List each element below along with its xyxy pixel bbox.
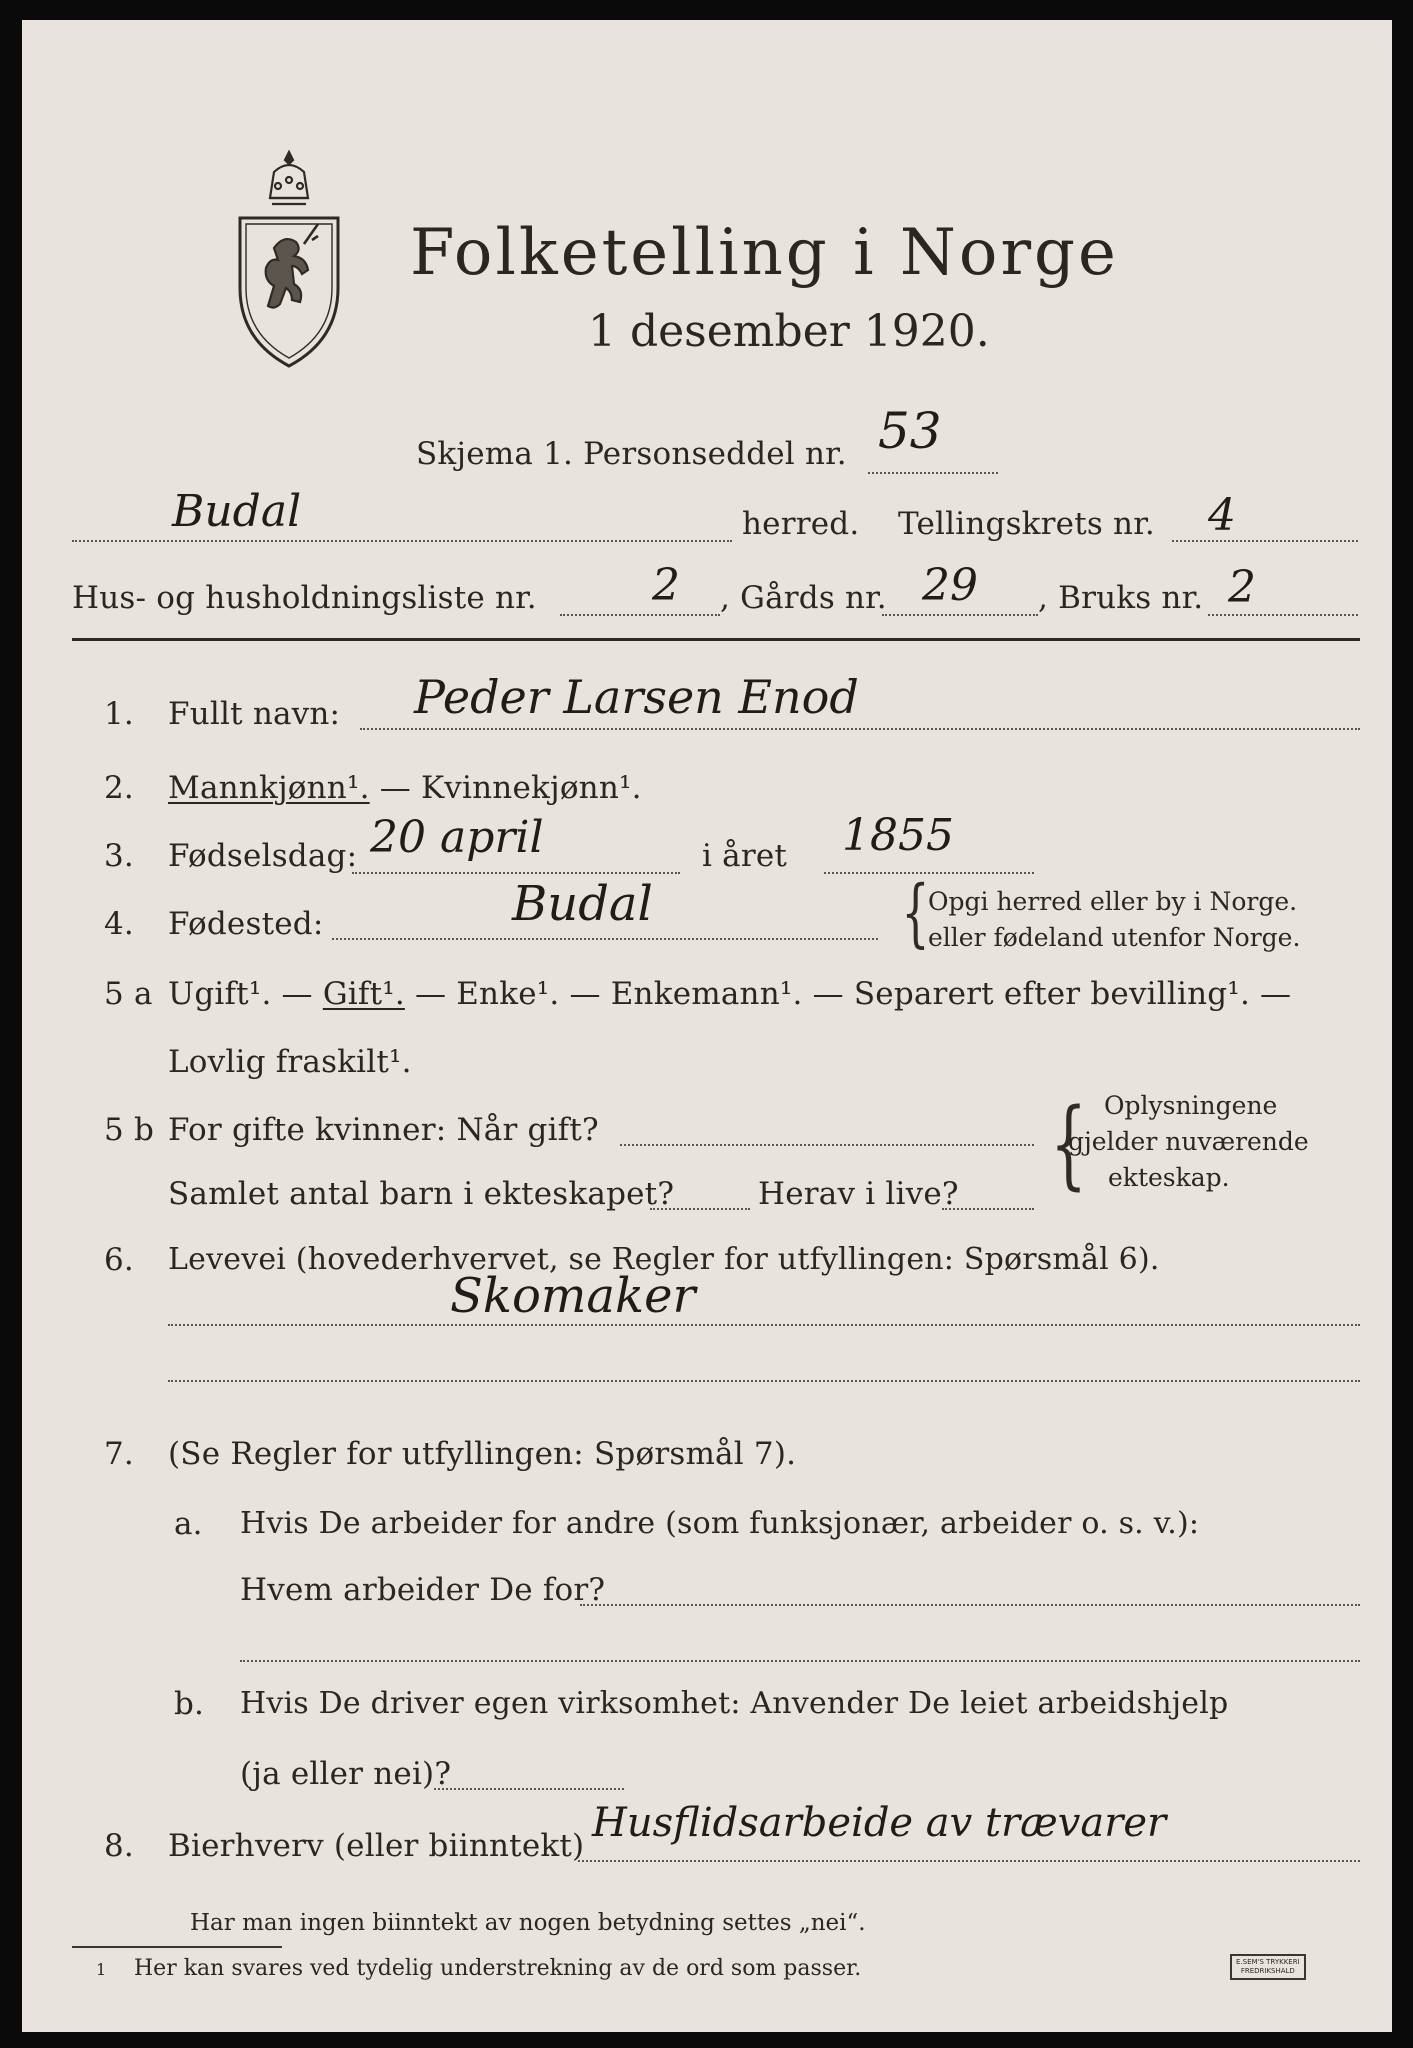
q7a-letter: a.	[174, 1506, 203, 1542]
occupation-value[interactable]: Skomaker	[450, 1268, 696, 1324]
birthday-value[interactable]: 20 april	[370, 812, 544, 863]
herred-label: herred.	[742, 506, 860, 542]
q6-label: Levevei (hovederhvervet, se Regler for utfyllingen: Spørsmål 6).	[168, 1242, 1160, 1277]
herred-value[interactable]: Budal	[172, 486, 302, 537]
personseddel-value[interactable]: 53	[878, 402, 942, 460]
q4-side-note-2: eller fødeland utenfor Norge.	[928, 923, 1301, 952]
barn-line	[650, 1208, 750, 1210]
aaret-label: i året	[702, 838, 788, 874]
q5b-side-note-2: gjelder nuværende	[1068, 1127, 1309, 1156]
gards-line	[882, 614, 1038, 616]
q6-line-1	[168, 1324, 1360, 1326]
birth-year-value[interactable]: 1855	[842, 810, 954, 861]
q5a-options: Ugift¹. — Gift¹. — Enke¹. — Enkemann¹. — Separert efter bevilling¹. —	[168, 976, 1292, 1012]
q4-number: 4.	[104, 906, 134, 942]
mannkjonn-option[interactable]: Mannkjønn¹.	[168, 770, 370, 806]
barn-label: Samlet antal barn i ekteskapet?	[168, 1176, 675, 1212]
ilive-line	[942, 1208, 1034, 1210]
q1-number: 1.	[104, 696, 134, 732]
page-title: Folketelling i Norge	[410, 216, 1119, 290]
norwegian-coat-of-arms-icon	[234, 148, 344, 378]
q7-number: 7.	[104, 1436, 134, 1472]
fraskilt-option[interactable]: Lovlig fraskilt¹.	[168, 1044, 412, 1080]
q8-line	[578, 1860, 1360, 1862]
tellingskrets-value[interactable]: 4	[1208, 490, 1236, 541]
q7b-question: Hvis De driver egen virksomhet: Anvender De leiet arbeidshjelp	[240, 1686, 1229, 1721]
q8-number: 8.	[104, 1828, 134, 1864]
birthplace-value[interactable]: Budal	[512, 876, 653, 932]
q5b-married-line	[620, 1144, 1034, 1146]
q3-number: 3.	[104, 838, 134, 874]
bruks-value[interactable]: 2	[1228, 562, 1256, 613]
footnote-mark: 1	[96, 1960, 107, 1979]
ugift-option[interactable]: Ugift¹.	[168, 976, 272, 1012]
q5b-side-note-3: ekteskap.	[1108, 1163, 1230, 1192]
gards-label: , Gårds nr.	[720, 580, 887, 616]
q2-number: 2.	[104, 770, 134, 806]
tellingskrets-label: Tellingskrets nr.	[898, 506, 1155, 542]
bruks-label: , Bruks nr.	[1038, 580, 1204, 616]
header-divider	[72, 638, 1360, 641]
gift-option[interactable]: Gift¹.	[322, 976, 405, 1012]
q4-brace: {	[901, 870, 930, 956]
bruks-line	[1208, 614, 1358, 616]
other-status-options[interactable]: — Enke¹. — Enkemann¹. — Separert efter bevilling¹. —	[404, 976, 1292, 1012]
q7a-line-2	[240, 1660, 1360, 1662]
q3-day-line	[352, 872, 680, 874]
kvinnekjonn-option[interactable]: Kvinnekjønn¹.	[420, 770, 642, 806]
q4-side-note-1: Opgi herred eller by i Norge.	[928, 887, 1298, 916]
husliste-value[interactable]: 2	[652, 560, 680, 611]
q5b-label: For gifte kvinner: Når gift?	[168, 1112, 599, 1148]
q7b-letter: b.	[174, 1686, 205, 1722]
q5a-number: 5 a	[104, 976, 153, 1012]
husliste-line	[560, 614, 720, 616]
q8-label: Bierhverv (eller biinntekt)	[168, 1828, 585, 1864]
q3-label: Fødselsdag:	[168, 838, 358, 874]
printer-stamp: E.SEM'S TRYKKERI FREDRIKSHALD	[1230, 1954, 1306, 1980]
census-date: 1 desember 1920.	[588, 306, 990, 357]
q4-label: Fødested:	[168, 906, 324, 942]
q2-options: Mannkjønn¹. — Kvinnekjønn¹.	[168, 770, 642, 806]
footnote-rule	[72, 1946, 282, 1948]
herred-line	[72, 540, 732, 542]
side-income-value[interactable]: Husflidsarbeide av trævarer	[592, 1800, 1167, 1846]
tellingskrets-line	[1172, 540, 1358, 542]
q1-label: Fullt navn:	[168, 696, 341, 732]
q5b-brace: {	[1050, 1088, 1087, 1200]
q7b-jaornei-label: (ja eller nei)?	[240, 1756, 452, 1792]
q7a-question: Hvis De arbeider for andre (som funksjonær, arbeider o. s. v.):	[240, 1506, 1200, 1541]
q5b-number: 5 b	[104, 1112, 155, 1148]
full-name-value[interactable]: Peder Larsen Enod	[414, 670, 859, 724]
skjema-label: Skjema 1. Personseddel nr.	[416, 436, 847, 472]
q7b-line	[434, 1788, 624, 1790]
q6-number: 6.	[104, 1242, 134, 1278]
census-form-page	[22, 20, 1392, 2032]
q7a-line-1	[580, 1604, 1360, 1606]
q7-label: (Se Regler for utfyllingen: Spørsmål 7).	[168, 1436, 797, 1472]
husliste-label: Hus- og husholdningsliste nr.	[72, 580, 537, 616]
q6-line-2	[168, 1380, 1360, 1382]
gards-value[interactable]: 29	[922, 560, 978, 611]
footnote-text: Her kan svares ved tydelig understrekning av de ord som passer.	[134, 1956, 862, 1981]
q5b-side-note-1: Oplysningene	[1104, 1091, 1278, 1120]
nei-note: Har man ingen biinntekt av nogen betydning settes „nei“.	[190, 1910, 866, 1936]
q1-line	[360, 728, 1360, 730]
q4-line	[332, 938, 878, 940]
ilive-label: Herav i live?	[758, 1176, 959, 1212]
q7a-employer-label: Hvem arbeider De for?	[240, 1572, 606, 1608]
personseddel-line	[868, 472, 998, 474]
